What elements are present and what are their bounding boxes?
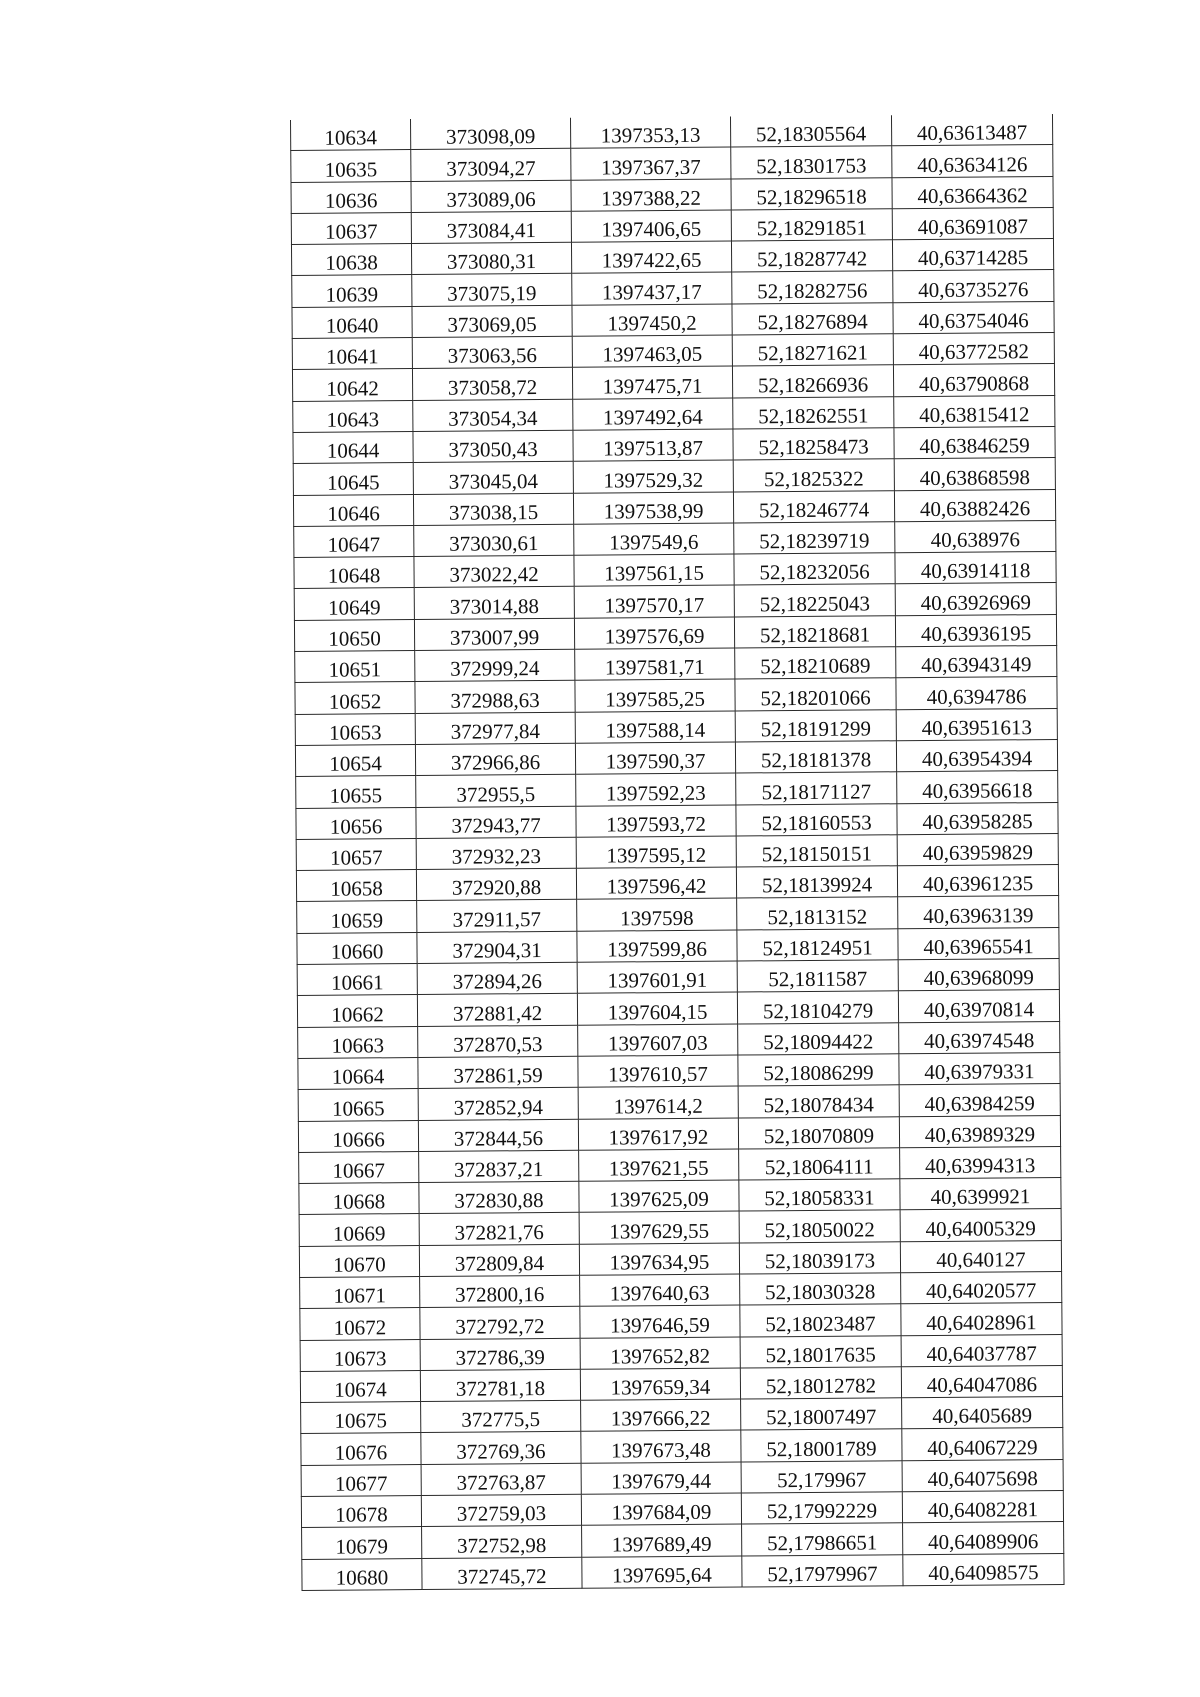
y-coordinate-cell: 1397475,71 [572,366,732,399]
latitude-cell: 52,18181378 [735,741,896,774]
point-number-cell: 10675 [301,1402,421,1434]
x-coordinate-cell: 373022,42 [414,555,574,588]
table-row [292,364,1054,401]
latitude-cell: 52,18301753 [731,146,892,179]
longitude-cell: 40,63815412 [894,395,1055,428]
point-number-cell: 10648 [294,557,414,589]
latitude-cell: 52,18225043 [734,584,895,617]
table-row [299,1209,1061,1246]
latitude-cell: 52,18070809 [738,1116,899,1149]
point-number-cell: 10647 [294,525,414,557]
x-coordinate-cell: 372988,63 [415,681,575,714]
table-row [294,614,1056,651]
longitude-cell: 40,63984259 [899,1084,1060,1117]
x-coordinate-cell: 372821,76 [419,1213,579,1246]
longitude-cell: 40,63664362 [892,176,1053,209]
longitude-cell: 40,64020577 [901,1271,1062,1304]
longitude-cell: 40,63691087 [892,207,1053,240]
longitude-cell: 40,63868598 [894,458,1055,491]
longitude-cell: 40,63714285 [892,239,1053,272]
x-coordinate-cell: 372759,03 [421,1494,581,1527]
longitude-cell: 40,63754046 [893,301,1054,334]
latitude-cell: 52,18262551 [733,396,894,429]
y-coordinate-cell: 1397463,05 [572,335,732,368]
table-row [298,1021,1060,1058]
latitude-cell: 52,18201066 [735,678,896,711]
x-coordinate-cell: 373098,09 [410,118,570,150]
table-row [292,270,1054,307]
y-coordinate-cell: 1397538,99 [573,492,733,525]
x-coordinate-cell: 373045,04 [413,462,573,495]
x-coordinate-cell: 373038,15 [413,493,573,526]
x-coordinate-cell: 372955,5 [416,775,576,808]
point-number-cell: 10643 [293,400,413,432]
x-coordinate-cell: 373007,99 [414,618,574,651]
y-coordinate-cell: 1397684,09 [581,1493,741,1526]
x-coordinate-cell: 373075,19 [412,274,572,307]
latitude-cell: 52,18012782 [740,1367,901,1400]
longitude-cell: 40,63914118 [895,552,1056,585]
x-coordinate-cell: 372837,21 [419,1150,579,1183]
table-row [293,458,1055,495]
latitude-cell: 52,1825322 [733,459,894,492]
y-coordinate-cell: 1397590,37 [575,742,735,775]
x-coordinate-cell: 372786,39 [420,1338,580,1371]
latitude-cell: 52,18266936 [732,365,893,398]
x-coordinate-cell: 373094,27 [411,149,571,182]
x-coordinate-cell: 372943,77 [416,806,576,839]
y-coordinate-cell: 1397679,44 [581,1462,741,1495]
longitude-cell: 40,63959829 [897,833,1058,866]
longitude-cell: 40,63956618 [897,771,1058,804]
y-coordinate-cell: 1397614,2 [578,1086,738,1119]
y-coordinate-cell: 1397388,22 [571,179,731,212]
table-row [301,1459,1063,1496]
latitude-cell: 52,18160553 [736,803,897,836]
table-row [299,1178,1061,1215]
x-coordinate-cell: 373084,41 [411,211,571,244]
table-row [296,833,1058,870]
table-row [292,333,1054,370]
point-number-cell: 10671 [300,1277,420,1309]
table-row [292,301,1054,338]
x-coordinate-cell: 372881,42 [417,994,577,1027]
table-row [291,176,1053,213]
point-number-cell: 10673 [300,1339,420,1371]
x-coordinate-cell: 373089,06 [411,180,571,213]
x-coordinate-cell: 373050,43 [413,430,573,463]
latitude-cell: 52,18287742 [731,240,892,273]
y-coordinate-cell: 1397640,63 [580,1274,740,1307]
latitude-cell: 52,18030328 [740,1273,901,1306]
latitude-cell: 52,18276894 [732,303,893,336]
y-coordinate-cell: 1397422,65 [571,241,731,274]
point-number-cell: 10634 [290,119,410,151]
y-coordinate-cell: 1397666,22 [581,1399,741,1432]
x-coordinate-cell: 372870,53 [418,1025,578,1058]
table-row [295,739,1057,776]
latitude-cell: 52,17986651 [742,1523,903,1556]
longitude-cell: 40,63882426 [894,489,1055,522]
latitude-cell: 52,18218681 [734,616,895,649]
coordinates-table [290,114,1065,1591]
x-coordinate-cell: 373069,05 [412,305,572,338]
point-number-cell: 10645 [293,463,413,495]
longitude-cell: 40,63974548 [899,1021,1060,1054]
x-coordinate-cell: 373054,34 [413,399,573,432]
latitude-cell: 52,17992229 [741,1492,902,1525]
x-coordinate-cell: 372752,98 [422,1526,582,1559]
y-coordinate-cell: 1397570,17 [574,585,734,618]
y-coordinate-cell: 1397599,86 [577,930,737,963]
x-coordinate-cell: 373058,72 [412,368,572,401]
table-row [293,426,1055,463]
y-coordinate-cell: 1397695,64 [582,1556,742,1589]
table-row [301,1397,1063,1434]
table-row [302,1553,1064,1590]
y-coordinate-cell: 1397353,13 [570,117,730,149]
latitude-cell: 52,179967 [741,1461,902,1494]
y-coordinate-cell: 1397513,87 [573,429,733,462]
point-number-cell: 10639 [292,275,412,307]
y-coordinate-cell: 1397596,42 [576,867,736,900]
longitude-cell: 40,63994313 [900,1146,1061,1179]
x-coordinate-cell: 372745,72 [422,1557,582,1590]
latitude-cell: 52,18104279 [737,991,898,1024]
y-coordinate-cell: 1397492,64 [573,398,733,431]
x-coordinate-cell: 372775,5 [421,1400,581,1433]
x-coordinate-cell: 372769,36 [421,1432,581,1465]
point-number-cell: 10637 [291,212,411,244]
table-row [297,927,1059,964]
point-number-cell: 10650 [294,619,414,651]
y-coordinate-cell: 1397625,09 [579,1180,739,1213]
latitude-cell: 52,1811587 [737,960,898,993]
y-coordinate-cell: 1397621,55 [579,1149,739,1182]
y-coordinate-cell: 1397593,72 [576,805,736,838]
x-coordinate-cell: 372861,59 [418,1056,578,1089]
point-number-cell: 10672 [300,1308,420,1340]
longitude-cell: 40,64028961 [901,1303,1062,1336]
point-number-cell: 10674 [300,1370,420,1402]
point-number-cell: 10653 [295,713,415,745]
longitude-cell: 40,63772582 [893,333,1054,366]
point-number-cell: 10664 [298,1057,418,1089]
table-row [295,708,1057,745]
table-row [296,771,1058,808]
point-number-cell: 10646 [293,494,413,526]
latitude-cell: 52,18271621 [732,334,893,367]
latitude-cell: 52,1813152 [737,897,898,930]
x-coordinate-cell: 372763,87 [421,1463,581,1496]
latitude-cell: 52,17979967 [742,1554,903,1587]
x-coordinate-cell: 372830,88 [419,1181,579,1214]
longitude-cell: 40,638976 [895,520,1056,553]
longitude-cell: 40,63979331 [899,1052,1060,1085]
x-coordinate-cell: 372792,72 [420,1307,580,1340]
latitude-cell: 52,18282756 [732,271,893,304]
longitude-cell: 40,64082281 [902,1491,1063,1524]
latitude-cell: 52,18050022 [739,1210,900,1243]
table-row [297,959,1059,996]
y-coordinate-cell: 1397689,49 [582,1524,742,1557]
table-row [296,865,1058,902]
y-coordinate-cell: 1397652,82 [580,1337,740,1370]
table-row [300,1334,1062,1371]
point-number-cell: 10652 [295,682,415,714]
latitude-cell: 52,18258473 [733,428,894,461]
latitude-cell: 52,18017635 [740,1335,901,1368]
y-coordinate-cell: 1397629,55 [579,1211,739,1244]
x-coordinate-cell: 372809,84 [419,1244,579,1277]
latitude-cell: 52,18171127 [736,772,897,805]
table-row [300,1303,1062,1340]
longitude-cell: 40,63613487 [891,114,1052,146]
point-number-cell: 10662 [297,995,417,1027]
longitude-cell: 40,64075698 [902,1459,1063,1492]
y-coordinate-cell: 1397595,12 [576,836,736,869]
point-number-cell: 10667 [299,1151,419,1183]
table-row [291,239,1053,276]
table-row [294,552,1056,589]
table-row [301,1428,1063,1465]
point-number-cell: 10642 [292,369,412,401]
longitude-cell: 40,63963139 [898,896,1059,929]
x-coordinate-cell: 372904,31 [417,931,577,964]
longitude-cell: 40,63989329 [899,1115,1060,1148]
table-row [294,520,1056,557]
point-number-cell: 10657 [296,838,416,870]
longitude-cell: 40,64098575 [903,1553,1064,1586]
table-row [300,1271,1062,1308]
y-coordinate-cell: 1397634,95 [579,1243,739,1276]
x-coordinate-cell: 372800,16 [420,1275,580,1308]
longitude-cell: 40,63968099 [898,959,1059,992]
table-row [298,1115,1060,1152]
x-coordinate-cell: 372920,88 [416,868,576,901]
table-row [301,1491,1063,1528]
point-number-cell: 10651 [295,651,415,683]
point-number-cell: 10676 [301,1433,421,1465]
latitude-cell: 52,18039173 [739,1241,900,1274]
table-row [299,1146,1061,1183]
y-coordinate-cell: 1397576,69 [574,617,734,650]
latitude-cell: 52,18191299 [735,709,896,742]
x-coordinate-cell: 372932,23 [416,837,576,870]
point-number-cell: 10656 [296,807,416,839]
longitude-cell: 40,64067229 [902,1428,1063,1461]
table-row [298,1084,1060,1121]
point-number-cell: 10679 [302,1527,422,1559]
point-number-cell: 10659 [297,901,417,933]
point-number-cell: 10644 [293,432,413,464]
y-coordinate-cell: 1397607,03 [578,1024,738,1057]
longitude-cell: 40,6394786 [896,677,1057,710]
y-coordinate-cell: 1397610,57 [578,1055,738,1088]
latitude-cell: 52,18291851 [731,209,892,242]
table-row [300,1365,1062,1402]
table-row [293,395,1055,432]
y-coordinate-cell: 1397604,15 [577,992,737,1025]
y-coordinate-cell: 1397437,17 [572,273,732,306]
table-row [295,677,1057,714]
longitude-cell: 40,63634126 [892,145,1053,178]
coordinates-table-body [290,114,1064,1590]
table-row [295,646,1057,683]
latitude-cell: 52,18210689 [735,647,896,680]
table-row [291,145,1053,182]
point-number-cell: 10641 [292,338,412,370]
point-number-cell: 10635 [291,150,411,182]
x-coordinate-cell: 372852,94 [418,1087,578,1120]
point-number-cell: 10636 [291,181,411,213]
x-coordinate-cell: 372999,24 [415,649,575,682]
longitude-cell: 40,63970814 [898,990,1059,1023]
y-coordinate-cell: 1397588,14 [575,711,735,744]
y-coordinate-cell: 1397561,15 [574,554,734,587]
y-coordinate-cell: 1397673,48 [581,1430,741,1463]
latitude-cell: 52,18232056 [734,553,895,586]
longitude-cell: 40,6399921 [900,1178,1061,1211]
y-coordinate-cell: 1397406,65 [571,210,731,243]
y-coordinate-cell: 1397617,92 [578,1118,738,1151]
latitude-cell: 52,18239719 [734,522,895,555]
latitude-cell: 52,18086299 [738,1054,899,1087]
x-coordinate-cell: 373063,56 [412,336,572,369]
y-coordinate-cell: 1397529,32 [573,460,733,493]
point-number-cell: 10678 [301,1496,421,1528]
longitude-cell: 40,63951613 [896,708,1057,741]
y-coordinate-cell: 1397367,37 [571,147,731,180]
latitude-cell: 52,18296518 [731,177,892,210]
point-number-cell: 10680 [302,1558,422,1590]
longitude-cell: 40,63790868 [893,364,1054,397]
point-number-cell: 10669 [299,1214,419,1246]
x-coordinate-cell: 373030,61 [414,524,574,557]
table-row [293,489,1055,526]
longitude-cell: 40,63965541 [898,927,1059,960]
x-coordinate-cell: 372977,84 [415,712,575,745]
point-number-cell: 10660 [297,932,417,964]
point-number-cell: 10663 [298,1026,418,1058]
x-coordinate-cell: 372966,86 [415,743,575,776]
latitude-cell: 52,18124951 [737,928,898,961]
point-number-cell: 10670 [299,1245,419,1277]
table-row [298,1052,1060,1089]
point-number-cell: 10655 [296,776,416,808]
point-number-cell: 10658 [296,870,416,902]
x-coordinate-cell: 372894,26 [417,962,577,995]
y-coordinate-cell: 1397585,25 [575,679,735,712]
table-row [297,896,1059,933]
point-number-cell: 10649 [294,588,414,620]
latitude-cell: 52,18023487 [740,1304,901,1337]
x-coordinate-cell: 372781,18 [420,1369,580,1402]
table-row [294,583,1056,620]
y-coordinate-cell: 1397601,91 [577,961,737,994]
y-coordinate-cell: 1397646,59 [580,1305,740,1338]
point-number-cell: 10661 [297,964,417,996]
latitude-cell: 52,18064111 [739,1148,900,1181]
latitude-cell: 52,18139924 [736,866,897,899]
latitude-cell: 52,18094422 [738,1022,899,1055]
longitude-cell: 40,63926969 [895,583,1056,616]
x-coordinate-cell: 372844,56 [418,1119,578,1152]
longitude-cell: 40,63936195 [895,614,1056,647]
point-number-cell: 10665 [298,1089,418,1121]
table-row [299,1240,1061,1277]
y-coordinate-cell: 1397592,23 [576,773,736,806]
y-coordinate-cell: 1397598 [577,898,737,931]
y-coordinate-cell: 1397581,71 [575,648,735,681]
longitude-cell: 40,63943149 [896,646,1057,679]
point-number-cell: 10638 [291,244,411,276]
point-number-cell: 10654 [295,744,415,776]
table-row [302,1522,1064,1559]
latitude-cell: 52,18150151 [736,835,897,868]
longitude-cell: 40,63846259 [894,426,1055,459]
longitude-cell: 40,64089906 [903,1522,1064,1555]
table-row [291,207,1053,244]
point-number-cell: 10666 [298,1120,418,1152]
table-row [296,802,1058,839]
table-row [297,990,1059,1027]
latitude-cell: 52,18246774 [733,490,894,523]
latitude-cell: 52,18007497 [741,1398,902,1431]
y-coordinate-cell: 1397549,6 [574,523,734,556]
x-coordinate-cell: 373080,31 [411,242,571,275]
point-number-cell: 10640 [292,306,412,338]
longitude-cell: 40,6405689 [902,1397,1063,1430]
y-coordinate-cell: 1397450,2 [572,304,732,337]
latitude-cell: 52,18078434 [738,1085,899,1118]
longitude-cell: 40,64047086 [901,1365,1062,1398]
longitude-cell: 40,64037787 [901,1334,1062,1367]
latitude-cell: 52,18305564 [730,115,891,147]
x-coordinate-cell: 373014,88 [414,587,574,620]
x-coordinate-cell: 372911,57 [417,900,577,933]
longitude-cell: 40,63954394 [896,739,1057,772]
y-coordinate-cell: 1397659,34 [580,1368,740,1401]
longitude-cell: 40,63735276 [893,270,1054,303]
longitude-cell: 40,63961235 [897,865,1058,898]
latitude-cell: 52,18058331 [739,1179,900,1212]
longitude-cell: 40,64005329 [900,1209,1061,1242]
longitude-cell: 40,63958285 [897,802,1058,835]
longitude-cell: 40,640127 [900,1240,1061,1273]
point-number-cell: 10668 [299,1183,419,1215]
latitude-cell: 52,18001789 [741,1429,902,1462]
point-number-cell: 10677 [301,1464,421,1496]
